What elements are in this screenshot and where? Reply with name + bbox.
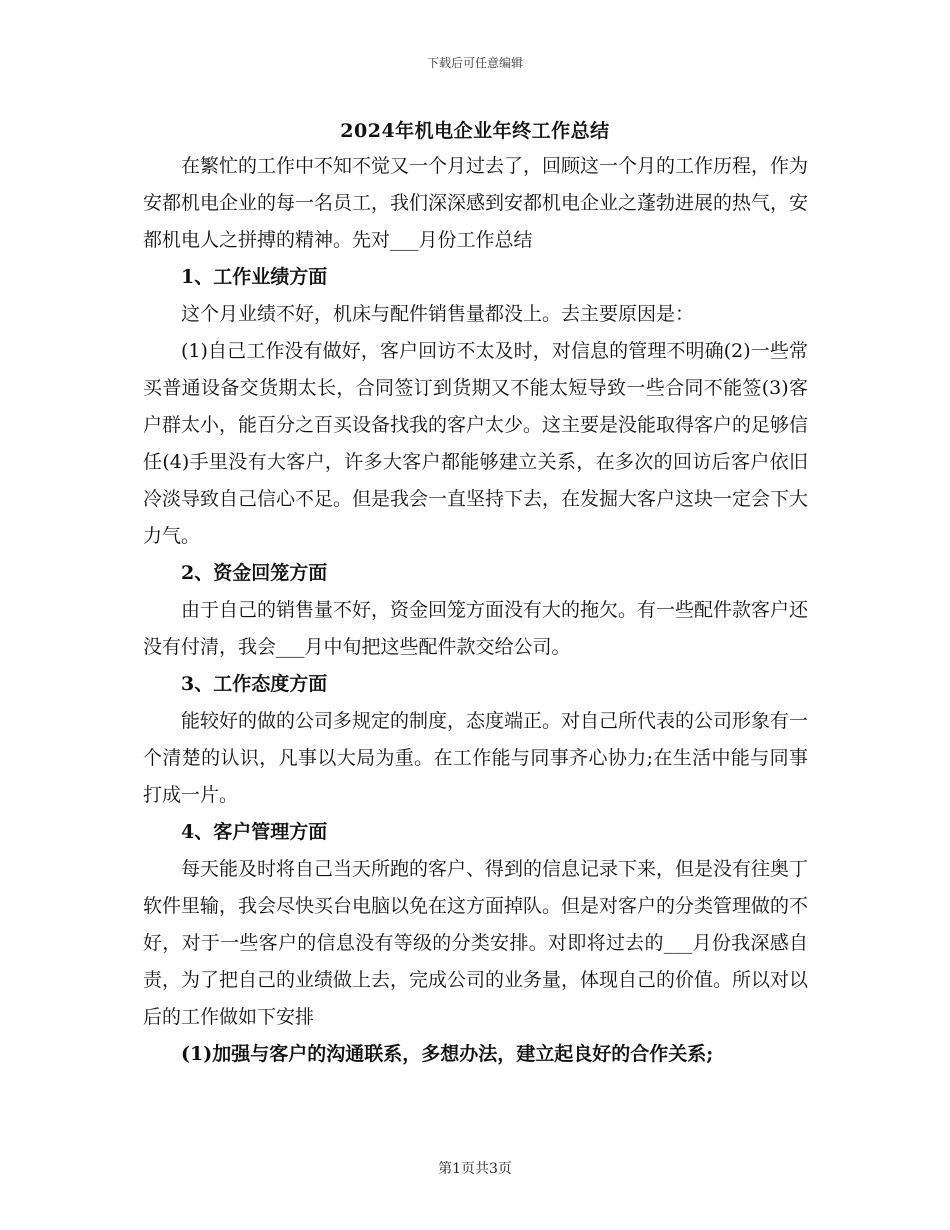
page-number: 第1页共3页 [438, 1161, 512, 1177]
section-1-paragraph-1: 这个月业绩不好，机床与配件销售量都没上。去主要原因是： [181, 303, 695, 325]
section-heading-3: 3、工作态度方面 [181, 673, 328, 695]
document-body [143, 148, 808, 1073]
section-heading-2: 2、资金回笼方面 [181, 562, 328, 584]
closing-bold-item: (1)加强与客户的沟通联系，多想办法，建立起良好的合作关系; [181, 1043, 714, 1065]
section-2-paragraph-1: 由于自己的销售量不好，资金回笼方面没有大的拖欠。有一些配件款客户还没有付清，我会___月中旬把这些配件款交给公司。 [143, 599, 809, 658]
intro-paragraph: 在繁忙的工作中不知不觉又一个月过去了，回顾这一个月的工作历程，作为安都机电企业的每一名员工，我们深深感到安都机电企业之蓬勃进展的热气，安都机电人之拼搏的精神。先对___月份工作总结 [143, 155, 809, 251]
section-heading-1: 1、工作业绩方面 [181, 266, 328, 288]
section-4-paragraph-1: 每天能及时将自己当天所跑的客户、得到的信息记录下来，但是没有往奥丁软件里输，我会尽快买台电脑以免在这方面掉队。但是对客户的分类管理做的不好，对于一些客户的信息没有等级的分类安排。对即将过去的___月份我深感自责，为了把自己的业绩做上去，完成公司的业务量，体现自己的价值。所以对以后的工作做如下安排 [143, 858, 809, 1028]
document-title: 2024年机电企业年终工作总结 [340, 120, 610, 142]
section-3-paragraph-1: 能较好的做的公司多规定的制度，态度端正。对自己所代表的公司形象有一个清楚的认识，凡事以大局为重。在工作能与同事齐心协力;在生活中能与同事打成一片。 [143, 710, 809, 806]
section-heading-4: 4、客户管理方面 [181, 821, 328, 843]
page-header-note: 下载后可任意编辑 [426, 56, 523, 70]
section-1-paragraph-2: (1)自己工作没有做好，客户回访不太及时，对信息的管理不明确(2)一些常买普通设备交货期太长，合同签订到货期又不能太短导致一些合同不能签(3)客户群太小，能百分之百买设备找我的客户太少。这主要是没能取得客户的足够信任(4)手里没有大客户，许多大客户都能够建立关系，在多次的回访后客户依旧冷淡导致自己信心不足。但是我会一直坚持下去，在发掘大客户这块一定会下大力气。 [143, 340, 809, 547]
